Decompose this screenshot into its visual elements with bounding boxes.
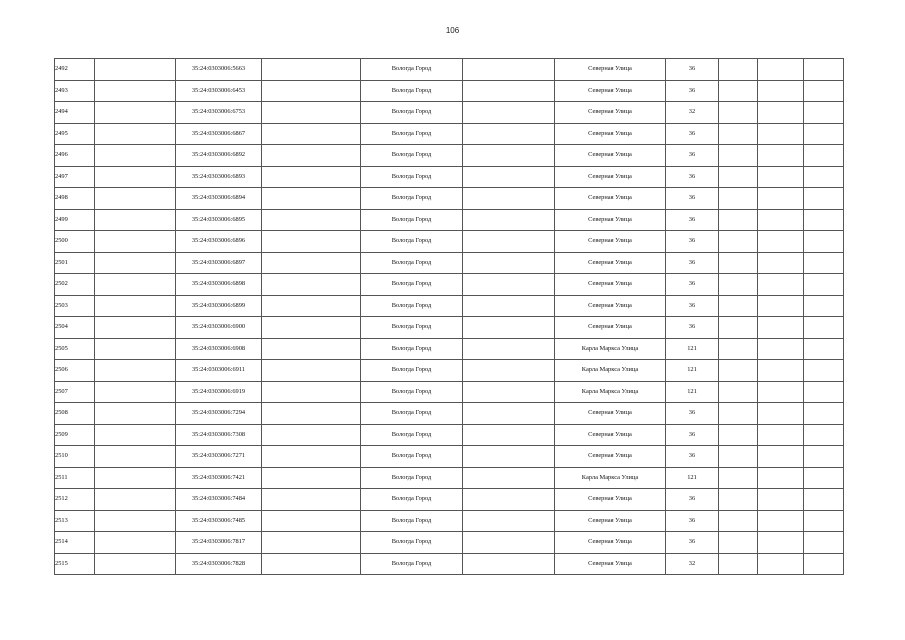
house-number-cell: 36 — [666, 166, 719, 188]
empty-cell — [463, 274, 555, 296]
house-number-cell: 32 — [666, 102, 719, 124]
empty-cell — [758, 467, 804, 489]
house-number-cell: 36 — [666, 295, 719, 317]
empty-cell — [262, 510, 361, 532]
empty-cell — [758, 446, 804, 468]
empty-cell — [804, 209, 844, 231]
empty-cell — [758, 338, 804, 360]
city-cell: Вологда Город — [361, 467, 463, 489]
empty-cell — [463, 252, 555, 274]
city-cell: Вологда Город — [361, 424, 463, 446]
empty-cell — [262, 381, 361, 403]
empty-cell — [758, 102, 804, 124]
row-number-cell: 2505 — [55, 338, 95, 360]
empty-cell — [95, 510, 176, 532]
row-number-cell: 2492 — [55, 59, 95, 81]
empty-cell — [95, 381, 176, 403]
cadastral-number-cell: 35:24:0303006:6895 — [176, 209, 262, 231]
house-number-cell: 36 — [666, 145, 719, 167]
empty-cell — [95, 403, 176, 425]
empty-cell — [262, 532, 361, 554]
table-row — [55, 295, 844, 317]
cadastral-number-cell: 35:24:0303006:7421 — [176, 467, 262, 489]
empty-cell — [95, 467, 176, 489]
empty-cell — [95, 489, 176, 511]
city-cell: Вологда Город — [361, 59, 463, 81]
empty-cell — [758, 231, 804, 253]
city-cell: Вологда Город — [361, 102, 463, 124]
empty-cell — [463, 532, 555, 554]
empty-cell — [804, 252, 844, 274]
empty-cell — [95, 188, 176, 210]
house-number-cell: 36 — [666, 403, 719, 425]
empty-cell — [262, 317, 361, 339]
table-row — [55, 80, 844, 102]
empty-cell — [719, 403, 758, 425]
empty-cell — [95, 532, 176, 554]
cadastral-number-cell: 35:24:0303006:7484 — [176, 489, 262, 511]
city-cell: Вологда Город — [361, 338, 463, 360]
city-cell: Вологда Город — [361, 80, 463, 102]
city-cell: Вологда Город — [361, 209, 463, 231]
empty-cell — [758, 123, 804, 145]
street-cell: Карла Маркса Улица — [555, 467, 666, 489]
empty-cell — [95, 317, 176, 339]
empty-cell — [463, 145, 555, 167]
city-cell: Вологда Город — [361, 403, 463, 425]
city-cell: Вологда Город — [361, 295, 463, 317]
empty-cell — [719, 360, 758, 382]
table-row — [55, 59, 844, 81]
empty-cell — [463, 467, 555, 489]
empty-cell — [262, 209, 361, 231]
empty-cell — [758, 274, 804, 296]
cadastral-number-cell: 35:24:0303006:7828 — [176, 553, 262, 575]
house-number-cell: 36 — [666, 252, 719, 274]
city-cell: Вологда Город — [361, 553, 463, 575]
empty-cell — [95, 338, 176, 360]
empty-cell — [463, 188, 555, 210]
house-number-cell: 36 — [666, 80, 719, 102]
empty-cell — [719, 446, 758, 468]
empty-cell — [95, 145, 176, 167]
street-cell: Карла Маркса Улица — [555, 338, 666, 360]
house-number-cell: 36 — [666, 188, 719, 210]
empty-cell — [758, 510, 804, 532]
empty-cell — [262, 295, 361, 317]
house-number-cell: 36 — [666, 532, 719, 554]
table-row — [55, 489, 844, 511]
empty-cell — [719, 231, 758, 253]
empty-cell — [262, 446, 361, 468]
empty-cell — [463, 446, 555, 468]
table-row — [55, 381, 844, 403]
house-number-cell: 121 — [666, 360, 719, 382]
empty-cell — [804, 295, 844, 317]
empty-cell — [262, 360, 361, 382]
empty-cell — [719, 209, 758, 231]
row-number-cell: 2509 — [55, 424, 95, 446]
cadastral-number-cell: 35:24:0303006:6908 — [176, 338, 262, 360]
empty-cell — [719, 123, 758, 145]
empty-cell — [262, 188, 361, 210]
table-row — [55, 553, 844, 575]
cadastral-number-cell: 35:24:0303006:6753 — [176, 102, 262, 124]
row-number-cell: 2515 — [55, 553, 95, 575]
street-cell: Северная Улица — [555, 59, 666, 81]
row-number-cell: 2504 — [55, 317, 95, 339]
row-number-cell: 2500 — [55, 231, 95, 253]
city-cell: Вологда Город — [361, 360, 463, 382]
empty-cell — [719, 295, 758, 317]
empty-cell — [719, 467, 758, 489]
empty-cell — [262, 145, 361, 167]
house-number-cell: 36 — [666, 489, 719, 511]
street-cell: Северная Улица — [555, 80, 666, 102]
empty-cell — [719, 80, 758, 102]
row-number-cell: 2494 — [55, 102, 95, 124]
cadastral-number-cell: 35:24:0303006:7271 — [176, 446, 262, 468]
empty-cell — [262, 274, 361, 296]
street-cell: Северная Улица — [555, 274, 666, 296]
table-row — [55, 424, 844, 446]
empty-cell — [758, 424, 804, 446]
row-number-cell: 2510 — [55, 446, 95, 468]
row-number-cell: 2498 — [55, 188, 95, 210]
empty-cell — [463, 553, 555, 575]
empty-cell — [719, 274, 758, 296]
cadastral-number-cell: 35:24:0303006:6919 — [176, 381, 262, 403]
house-number-cell: 32 — [666, 553, 719, 575]
empty-cell — [262, 467, 361, 489]
empty-cell — [719, 381, 758, 403]
empty-cell — [719, 553, 758, 575]
table-row — [55, 467, 844, 489]
empty-cell — [758, 295, 804, 317]
empty-cell — [719, 59, 758, 81]
empty-cell — [719, 317, 758, 339]
row-number-cell: 2503 — [55, 295, 95, 317]
empty-cell — [463, 360, 555, 382]
empty-cell — [804, 123, 844, 145]
street-cell: Северная Улица — [555, 145, 666, 167]
empty-cell — [719, 252, 758, 274]
empty-cell — [463, 338, 555, 360]
empty-cell — [262, 59, 361, 81]
empty-cell — [804, 424, 844, 446]
empty-cell — [804, 381, 844, 403]
empty-cell — [95, 231, 176, 253]
empty-cell — [463, 510, 555, 532]
house-number-cell: 36 — [666, 59, 719, 81]
street-cell: Северная Улица — [555, 489, 666, 511]
table-row — [55, 532, 844, 554]
row-number-cell: 2495 — [55, 123, 95, 145]
empty-cell — [463, 317, 555, 339]
cadastral-number-cell: 35:24:0303006:6900 — [176, 317, 262, 339]
empty-cell — [804, 59, 844, 81]
table-row — [55, 317, 844, 339]
table-row — [55, 274, 844, 296]
house-number-cell: 36 — [666, 274, 719, 296]
empty-cell — [719, 188, 758, 210]
row-number-cell: 2502 — [55, 274, 95, 296]
empty-cell — [262, 123, 361, 145]
cadastral-number-cell: 35:24:0303006:7485 — [176, 510, 262, 532]
empty-cell — [804, 510, 844, 532]
house-number-cell: 36 — [666, 209, 719, 231]
empty-cell — [758, 59, 804, 81]
table-row — [55, 446, 844, 468]
empty-cell — [463, 424, 555, 446]
cadastral-number-cell: 35:24:0303006:7308 — [176, 424, 262, 446]
empty-cell — [804, 102, 844, 124]
table-row — [55, 403, 844, 425]
empty-cell — [262, 80, 361, 102]
table-row — [55, 145, 844, 167]
house-number-cell: 121 — [666, 381, 719, 403]
house-number-cell: 121 — [666, 467, 719, 489]
cadastral-number-cell: 35:24:0303006:5663 — [176, 59, 262, 81]
cadastral-number-cell: 35:24:0303006:6453 — [176, 80, 262, 102]
empty-cell — [804, 166, 844, 188]
empty-cell — [804, 532, 844, 554]
empty-cell — [758, 403, 804, 425]
empty-cell — [804, 403, 844, 425]
empty-cell — [758, 145, 804, 167]
row-number-cell: 2511 — [55, 467, 95, 489]
cadastral-number-cell: 35:24:0303006:6898 — [176, 274, 262, 296]
city-cell: Вологда Город — [361, 317, 463, 339]
empty-cell — [719, 338, 758, 360]
empty-cell — [262, 338, 361, 360]
empty-cell — [95, 59, 176, 81]
empty-cell — [95, 102, 176, 124]
street-cell: Северная Улица — [555, 510, 666, 532]
empty-cell — [463, 231, 555, 253]
empty-cell — [95, 209, 176, 231]
empty-cell — [262, 252, 361, 274]
street-cell: Северная Улица — [555, 209, 666, 231]
city-cell: Вологда Город — [361, 145, 463, 167]
empty-cell — [95, 123, 176, 145]
empty-cell — [262, 102, 361, 124]
empty-cell — [262, 166, 361, 188]
street-cell: Северная Улица — [555, 295, 666, 317]
city-cell: Вологда Город — [361, 123, 463, 145]
row-number-cell: 2508 — [55, 403, 95, 425]
empty-cell — [804, 317, 844, 339]
street-cell: Северная Улица — [555, 446, 666, 468]
row-number-cell: 2496 — [55, 145, 95, 167]
table-row — [55, 252, 844, 274]
empty-cell — [463, 489, 555, 511]
city-cell: Вологда Город — [361, 532, 463, 554]
empty-cell — [804, 338, 844, 360]
street-cell: Северная Улица — [555, 532, 666, 554]
house-number-cell: 36 — [666, 123, 719, 145]
cadastral-number-cell: 35:24:0303006:7294 — [176, 403, 262, 425]
empty-cell — [804, 274, 844, 296]
empty-cell — [95, 274, 176, 296]
row-number-cell: 2506 — [55, 360, 95, 382]
empty-cell — [719, 145, 758, 167]
empty-cell — [758, 489, 804, 511]
empty-cell — [463, 59, 555, 81]
table-row — [55, 231, 844, 253]
street-cell: Карла Маркса Улица — [555, 360, 666, 382]
house-number-cell: 36 — [666, 231, 719, 253]
empty-cell — [262, 553, 361, 575]
empty-cell — [719, 424, 758, 446]
row-number-cell: 2493 — [55, 80, 95, 102]
empty-cell — [463, 102, 555, 124]
empty-cell — [95, 295, 176, 317]
empty-cell — [758, 166, 804, 188]
cadastral-number-cell: 35:24:0303006:6867 — [176, 123, 262, 145]
empty-cell — [719, 532, 758, 554]
cadastral-number-cell: 35:24:0303006:6897 — [176, 252, 262, 274]
register-body — [55, 59, 844, 575]
table-row — [55, 360, 844, 382]
cadastral-number-cell: 35:24:0303006:6893 — [176, 166, 262, 188]
street-cell: Северная Улица — [555, 102, 666, 124]
empty-cell — [804, 80, 844, 102]
empty-cell — [804, 553, 844, 575]
empty-cell — [719, 166, 758, 188]
empty-cell — [804, 489, 844, 511]
street-cell: Северная Улица — [555, 188, 666, 210]
row-number-cell: 2514 — [55, 532, 95, 554]
empty-cell — [758, 80, 804, 102]
row-number-cell: 2499 — [55, 209, 95, 231]
cadastral-number-cell: 35:24:0303006:6894 — [176, 188, 262, 210]
house-number-cell: 36 — [666, 317, 719, 339]
empty-cell — [758, 188, 804, 210]
street-cell: Северная Улица — [555, 424, 666, 446]
city-cell: Вологда Город — [361, 446, 463, 468]
property-register-table — [54, 58, 844, 575]
empty-cell — [758, 553, 804, 575]
empty-cell — [463, 403, 555, 425]
empty-cell — [758, 252, 804, 274]
cadastral-number-cell: 35:24:0303006:6899 — [176, 295, 262, 317]
table-row — [55, 123, 844, 145]
empty-cell — [262, 231, 361, 253]
cadastral-number-cell: 35:24:0303006:6896 — [176, 231, 262, 253]
table-row — [55, 510, 844, 532]
table-row — [55, 209, 844, 231]
empty-cell — [804, 188, 844, 210]
empty-cell — [804, 231, 844, 253]
city-cell: Вологда Город — [361, 252, 463, 274]
table-row — [55, 102, 844, 124]
empty-cell — [804, 360, 844, 382]
row-number-cell: 2501 — [55, 252, 95, 274]
empty-cell — [804, 467, 844, 489]
empty-cell — [804, 145, 844, 167]
street-cell: Северная Улица — [555, 553, 666, 575]
cadastral-number-cell: 35:24:0303006:6892 — [176, 145, 262, 167]
row-number-cell: 2497 — [55, 166, 95, 188]
city-cell: Вологда Город — [361, 489, 463, 511]
empty-cell — [719, 102, 758, 124]
empty-cell — [758, 532, 804, 554]
cadastral-number-cell: 35:24:0303006:7817 — [176, 532, 262, 554]
empty-cell — [463, 295, 555, 317]
city-cell: Вологда Город — [361, 166, 463, 188]
empty-cell — [95, 424, 176, 446]
street-cell: Северная Улица — [555, 317, 666, 339]
city-cell: Вологда Город — [361, 510, 463, 532]
cadastral-number-cell: 35:24:0303006:6911 — [176, 360, 262, 382]
row-number-cell: 2513 — [55, 510, 95, 532]
empty-cell — [758, 209, 804, 231]
empty-cell — [262, 424, 361, 446]
empty-cell — [758, 317, 804, 339]
empty-cell — [463, 123, 555, 145]
empty-cell — [719, 510, 758, 532]
house-number-cell: 36 — [666, 424, 719, 446]
house-number-cell: 121 — [666, 338, 719, 360]
empty-cell — [463, 166, 555, 188]
empty-cell — [95, 360, 176, 382]
empty-cell — [758, 360, 804, 382]
city-cell: Вологда Город — [361, 381, 463, 403]
street-cell: Карла Маркса Улица — [555, 381, 666, 403]
empty-cell — [262, 489, 361, 511]
table-row — [55, 166, 844, 188]
empty-cell — [463, 381, 555, 403]
empty-cell — [804, 446, 844, 468]
empty-cell — [758, 381, 804, 403]
empty-cell — [95, 252, 176, 274]
city-cell: Вологда Город — [361, 231, 463, 253]
city-cell: Вологда Город — [361, 274, 463, 296]
street-cell: Северная Улица — [555, 252, 666, 274]
table-row — [55, 338, 844, 360]
house-number-cell: 36 — [666, 446, 719, 468]
empty-cell — [719, 489, 758, 511]
street-cell: Северная Улица — [555, 231, 666, 253]
house-number-cell: 36 — [666, 510, 719, 532]
empty-cell — [95, 553, 176, 575]
empty-cell — [463, 80, 555, 102]
empty-cell — [262, 403, 361, 425]
empty-cell — [95, 166, 176, 188]
empty-cell — [95, 446, 176, 468]
table-row — [55, 188, 844, 210]
page-number: 106 — [445, 26, 460, 35]
street-cell: Северная Улица — [555, 403, 666, 425]
street-cell: Северная Улица — [555, 166, 666, 188]
city-cell: Вологда Город — [361, 188, 463, 210]
empty-cell — [463, 209, 555, 231]
empty-cell — [95, 80, 176, 102]
row-number-cell: 2512 — [55, 489, 95, 511]
street-cell: Северная Улица — [555, 123, 666, 145]
row-number-cell: 2507 — [55, 381, 95, 403]
